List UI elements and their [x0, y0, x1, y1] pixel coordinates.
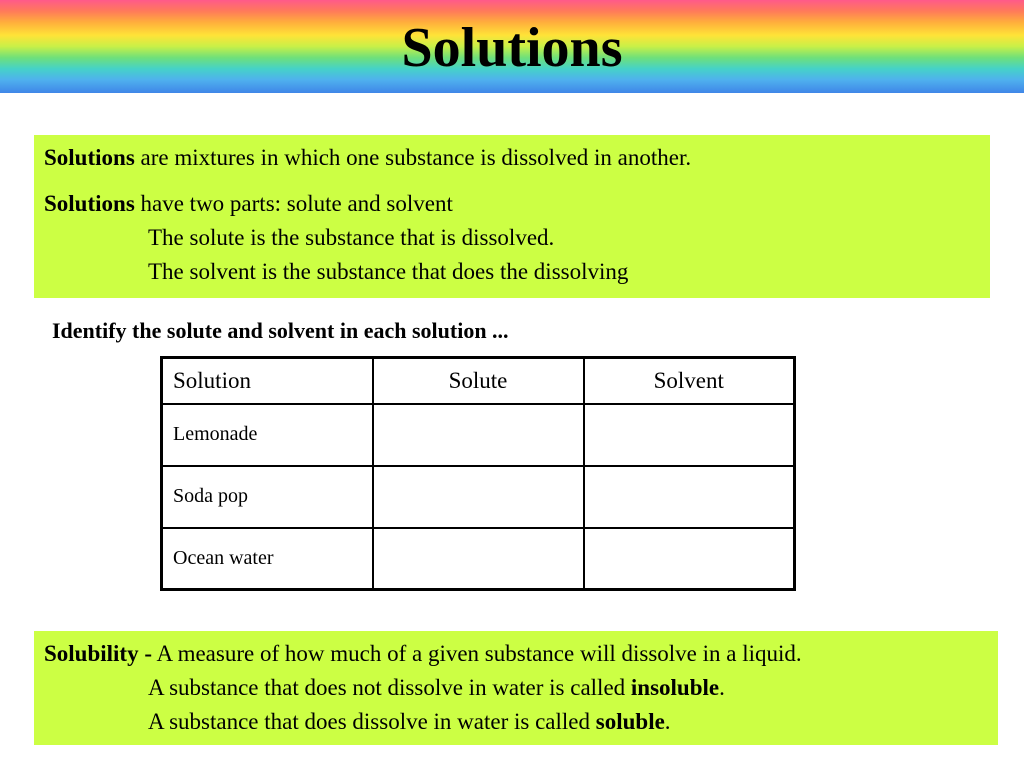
- definition-line-2: [44, 187, 990, 221]
- solute-definition: The solute is the substance that is dissolved.: [148, 225, 555, 250]
- definition-term: Solutions: [44, 191, 135, 216]
- table-row: [162, 466, 795, 528]
- solvent-cell: [584, 404, 795, 466]
- soluble-prefix: A substance that does dissolve in water is called: [148, 709, 596, 734]
- solution-cell: Ocean water: [162, 528, 373, 590]
- solute-cell: [373, 404, 584, 466]
- definition-text: have two parts: solute and solvent: [134, 191, 453, 216]
- insoluble-line: [44, 671, 998, 705]
- table-row: [162, 404, 795, 466]
- insoluble-period: .: [719, 675, 725, 700]
- solution-cell: Lemonade: [162, 404, 373, 466]
- solvent-cell: [584, 528, 795, 590]
- solute-cell: [373, 466, 584, 528]
- solution-cell: Soda pop: [162, 466, 373, 528]
- insoluble-prefix: A substance that does not dissolve in water is called: [148, 675, 631, 700]
- definitions-box: [34, 135, 990, 298]
- column-header-solvent: Solvent: [584, 358, 795, 404]
- column-header-solute: Solute: [373, 358, 584, 404]
- solutions-table-wrapper: [160, 356, 796, 591]
- solubility-text: A measure of how much of a given substance will dissolve in a liquid.: [152, 641, 802, 666]
- solutions-table: [160, 356, 796, 591]
- soluble-line: [44, 705, 998, 739]
- insoluble-term: insoluble: [630, 675, 720, 700]
- table-row: [162, 528, 795, 590]
- solvent-cell: [584, 466, 795, 528]
- exercise-prompt: Identify the solute and solvent in each solution ...: [52, 318, 509, 343]
- solubility-definition: [44, 637, 998, 671]
- page-title: Solutions: [401, 17, 623, 79]
- definition-text: are mixtures in which one substance is dissolved in another.: [134, 145, 692, 170]
- solubility-box: [34, 631, 998, 745]
- solubility-term: Solubility -: [44, 641, 153, 666]
- definition-term: Solutions: [44, 145, 135, 170]
- solute-cell: [373, 528, 584, 590]
- column-header-solution: Solution: [162, 358, 373, 404]
- table-header-row: [162, 358, 795, 404]
- soluble-period: .: [664, 709, 671, 734]
- soluble-term: soluble: [595, 709, 665, 734]
- definition-line-1: [44, 141, 990, 175]
- solvent-definition: The solvent is the substance that does the dissolving: [148, 259, 629, 284]
